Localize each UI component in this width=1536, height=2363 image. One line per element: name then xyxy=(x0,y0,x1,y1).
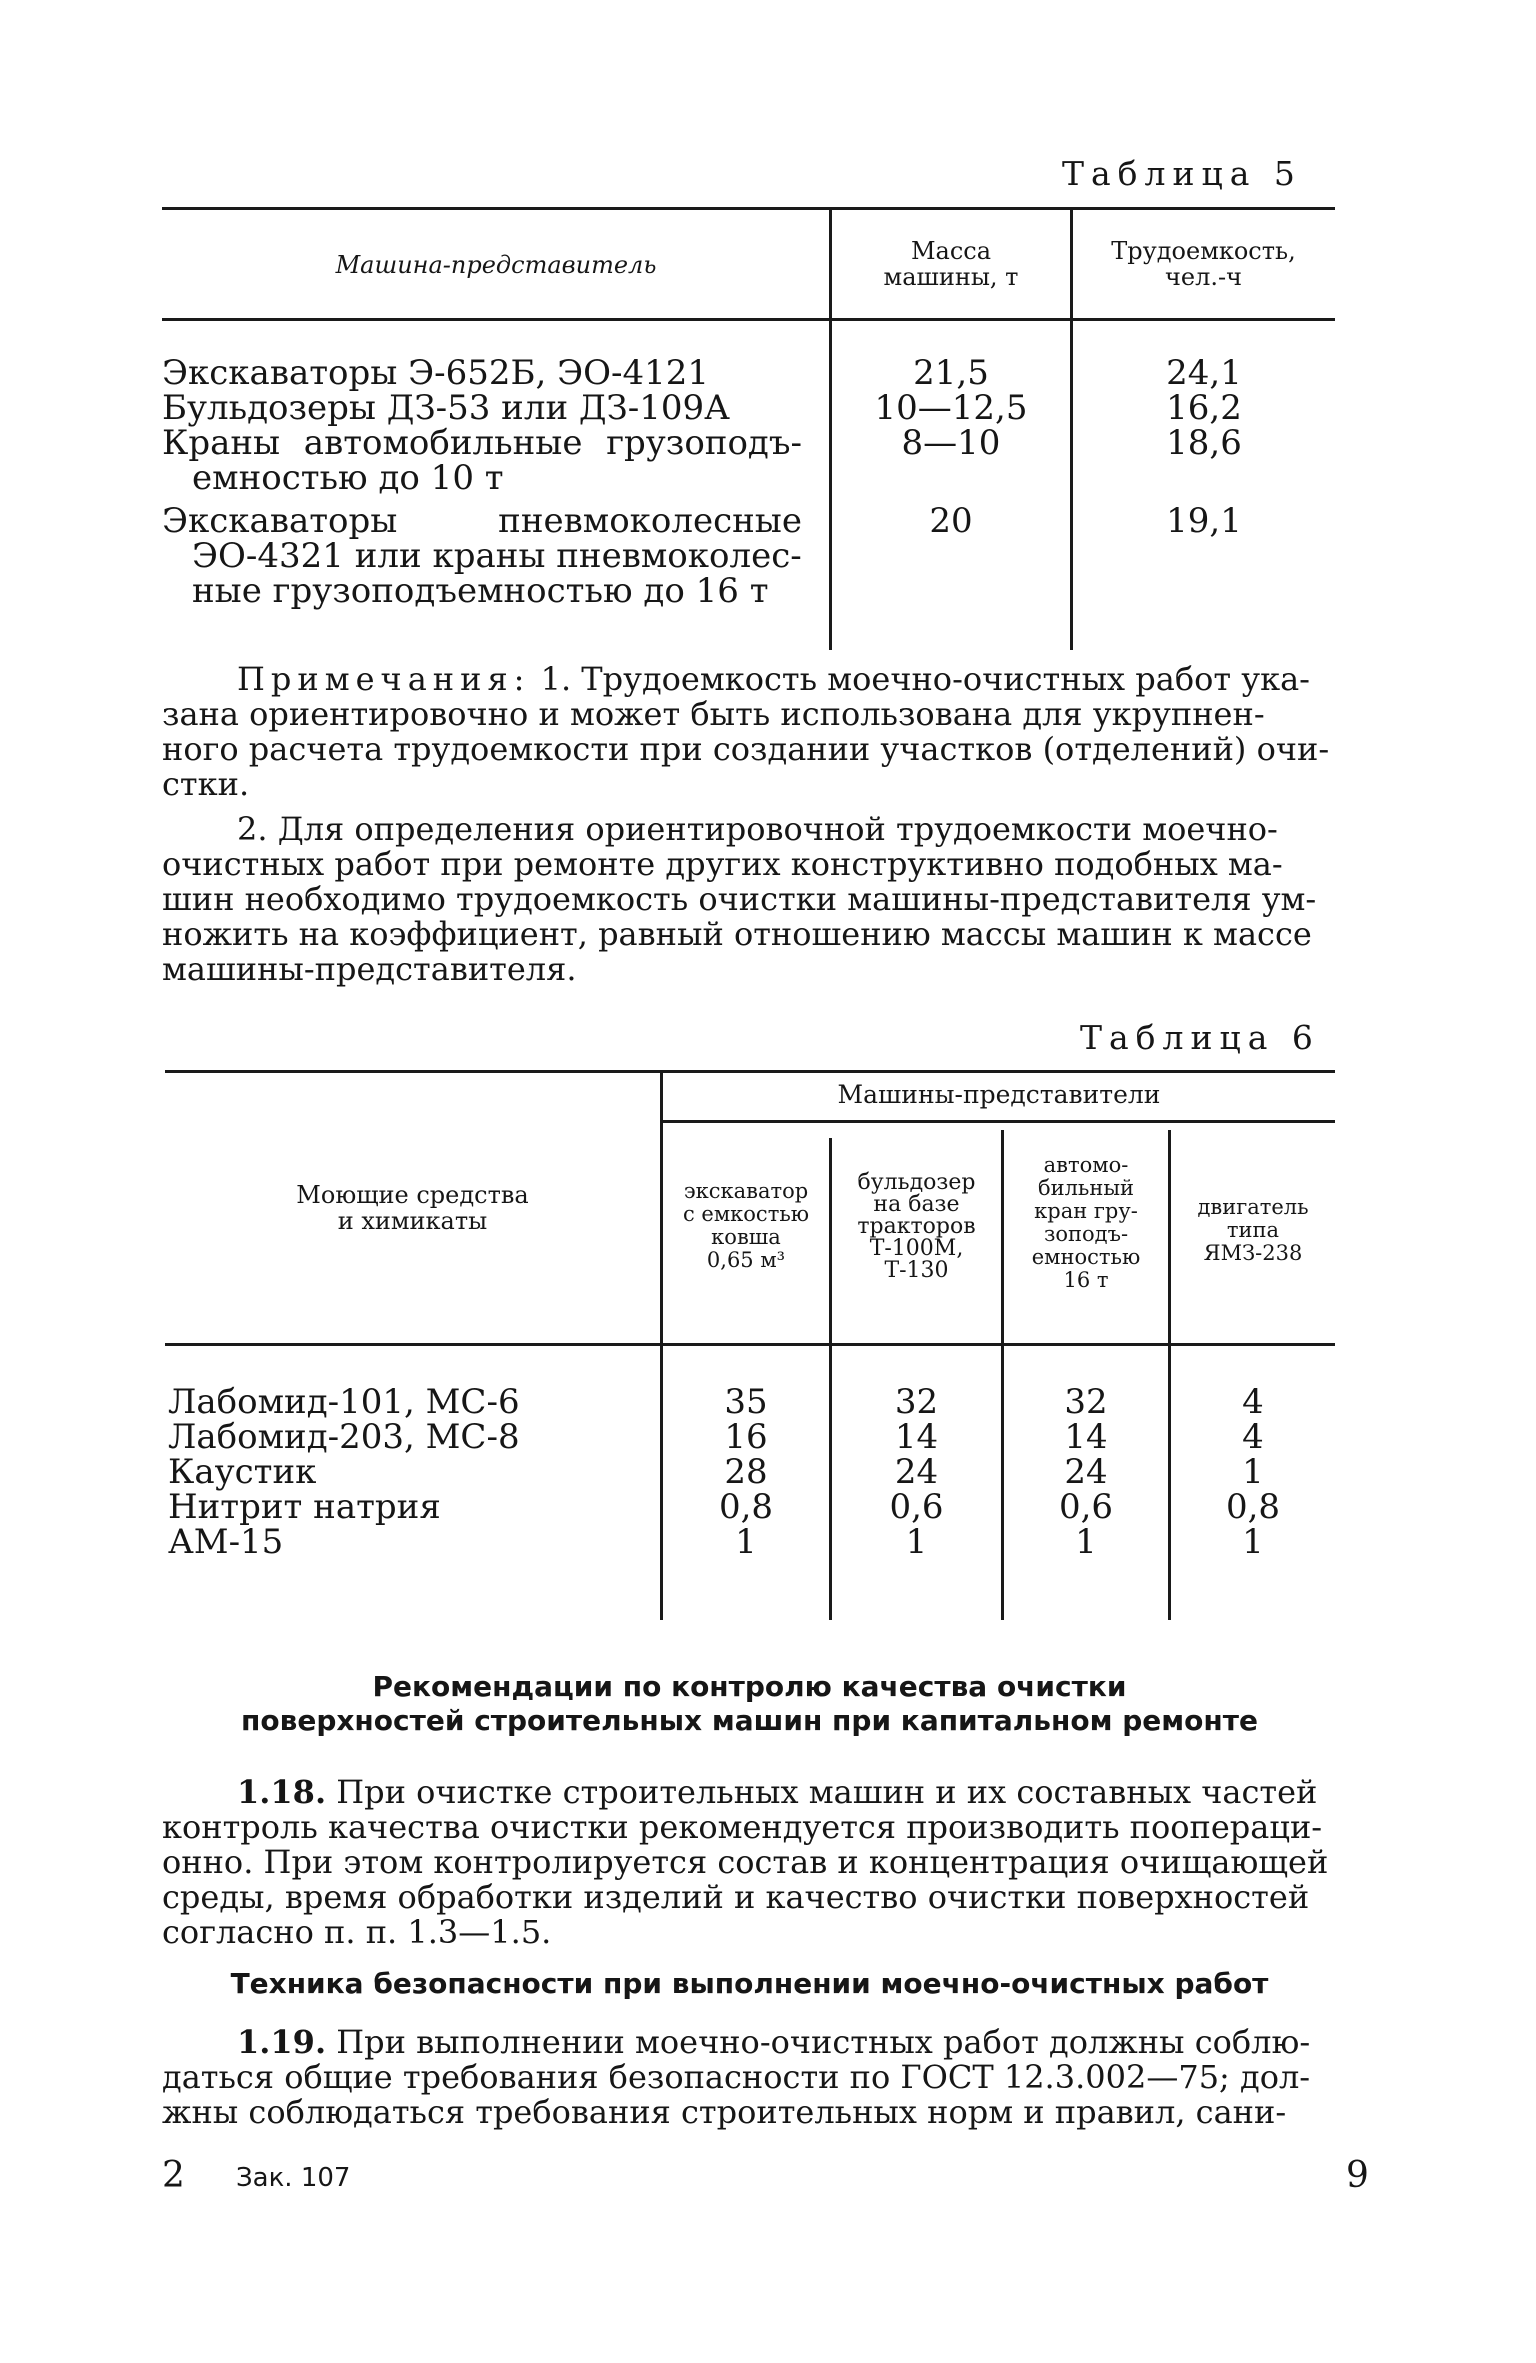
table6-row-name: Каустик xyxy=(168,1452,317,1492)
table6-cell: 0,8 xyxy=(1225,1487,1281,1527)
table6-cell: 1 xyxy=(1075,1522,1097,1562)
table6-row-name: Нитрит натрия xyxy=(168,1487,441,1527)
table5-header-rule xyxy=(162,318,1335,321)
table5-header-mass: Масса машины, т xyxy=(883,237,1019,291)
table5-row: Бульдозеры ДЗ-53 или ДЗ-109А xyxy=(162,388,730,428)
section-paragraph-1-18: 1.18. При очистке строительных машин и их составных частей контроль качества очистки рекомендуется производить поопераци- онно. При этом контролируется состав и концентрация очищающей среды, время обработки изделий и качество очистки поверхностей согласно п. п. 1.3—1.5. xyxy=(162,1773,1329,1951)
table6-row-name: АМ-15 xyxy=(168,1522,284,1562)
table6-cell: 0,8 xyxy=(718,1487,774,1527)
table5-cell-mass: 21,5 xyxy=(913,353,989,393)
table6-row-name: Лабомид-101, МС-6 xyxy=(168,1382,520,1422)
table5-cell-labor: 19,1 xyxy=(1166,501,1242,541)
table5-cell-mass: 10—12,5 xyxy=(874,388,1028,428)
section-paragraph-1-19: 1.19. При выполнении моечно-очистных работ должны соблю- даться общие требования безопасности по ГОСТ 12.3.002—75; дол- жны соблюдаться требования строительных норм и правил, сани- xyxy=(162,2023,1311,2131)
footer-sheet-number: 2 xyxy=(162,2155,185,2196)
table5-notes: Примечания: 1. Трудоемкость моечно-очистных работ ука- зана ориентировочно и может быть использована для укрупнен- ного расчета трудоемкости при создании участков (отделений) очи- стки. 2. Для определения ориентировочной трудоемкости моечно- очистных работ при ремонте других конструктивно подобных ма- шин необходимо трудоемкость очистки машины-представителя ум- ножить на коэффициент, равный отношению массы машин к массе машины-представителя. xyxy=(162,660,1330,988)
section-heading-safety: Техника безопасности при выполнении моечно-очистных работ xyxy=(230,1967,1269,2000)
table6-cell: 32 xyxy=(894,1382,939,1422)
footer-order: Зак. 107 xyxy=(236,2163,351,2193)
table5-cell-labor: 16,2 xyxy=(1166,388,1242,428)
table5-top-rule xyxy=(162,207,1335,210)
table5-row: Экскаваторы пневмоколесные ЭО-4321 или краны пневмоколес- ные грузоподъемностью до 16 т xyxy=(162,501,802,611)
table6-header-rule xyxy=(165,1343,1335,1346)
table5-row: Экскаваторы Э-652Б, ЭО-4121 xyxy=(162,353,710,393)
table6-cell: 1 xyxy=(905,1522,928,1562)
table5-cell-mass: 20 xyxy=(929,501,973,541)
table6-cell: 32 xyxy=(1064,1382,1108,1422)
table6-cell: 24 xyxy=(894,1452,939,1492)
table6-cell: 1 xyxy=(1242,1452,1264,1492)
table5-title: Таблица 5 xyxy=(1062,154,1302,193)
table6-cell: 28 xyxy=(724,1452,768,1492)
table6-cell: 0,6 xyxy=(889,1487,944,1527)
table6-header-excavator: экскаватор с емкостью ковша 0,65 м³ xyxy=(682,1179,810,1272)
table6-cell: 14 xyxy=(894,1417,939,1457)
table6-cell: 35 xyxy=(724,1382,768,1422)
table6-header-bulldozer: бульдозер на базе тракторов Т-100М, Т-130 xyxy=(857,1170,976,1283)
table6-header-crane: автомо- бильный кран гру- зоподъ- емностью 16 т xyxy=(1031,1153,1141,1292)
page-number: 9 xyxy=(1346,2155,1369,2196)
table6-header-first: Моющие средства и химикаты xyxy=(296,1181,529,1235)
table5-header-machine: Машина-представитель xyxy=(335,251,657,279)
table6-header-engine: двигатель типа ЯМЗ-238 xyxy=(1197,1195,1309,1265)
table6-cell: 4 xyxy=(1242,1417,1264,1457)
table6-cell: 14 xyxy=(1064,1417,1108,1457)
table5-cell-mass: 8—10 xyxy=(901,423,1001,463)
table6-title: Таблица 6 xyxy=(1080,1018,1320,1057)
table5-cell-labor: 18,6 xyxy=(1166,423,1242,463)
table5-row: Краны автомобильные грузоподъ- емностью до 10 т xyxy=(162,423,802,498)
table6-group-rule xyxy=(663,1120,1335,1123)
table6-row-name: Лабомид-203, МС-8 xyxy=(168,1417,520,1457)
table6-group-header: Машины-представители xyxy=(837,1080,1161,1109)
section-heading-quality-control: Рекомендации по контролю качества очистки поверхностей строительных машин при капитальном ремонте xyxy=(241,1670,1258,1737)
table6-cell: 1 xyxy=(1242,1522,1264,1562)
table6-cell: 16 xyxy=(724,1417,768,1457)
table6-cell: 1 xyxy=(735,1522,757,1562)
table5-header-labor: Трудоемкость, чел.-ч xyxy=(1111,237,1296,291)
table6-cell: 24 xyxy=(1064,1452,1108,1492)
table5-cell-labor: 24,1 xyxy=(1166,353,1242,393)
table6-cell: 0,6 xyxy=(1058,1487,1114,1527)
table6-cell: 4 xyxy=(1242,1382,1264,1422)
table6-top-rule xyxy=(165,1070,1335,1073)
